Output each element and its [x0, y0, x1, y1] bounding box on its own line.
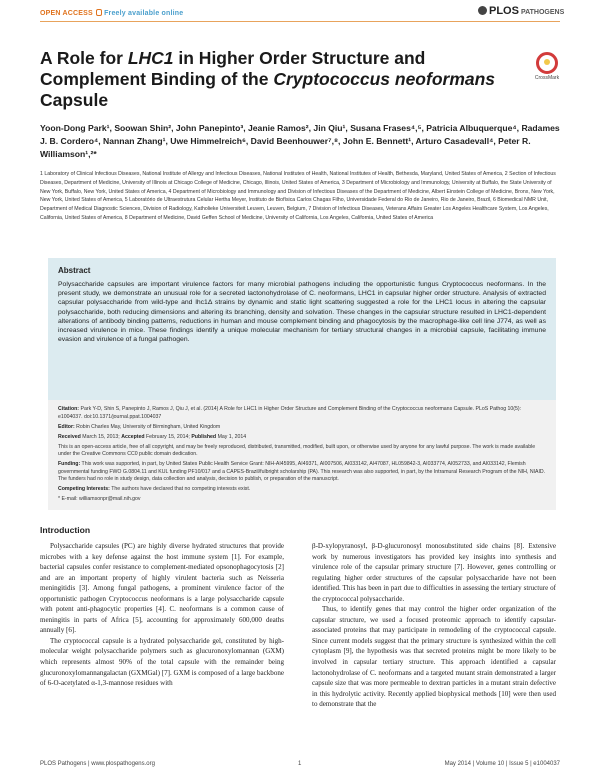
funding-text: This work was supported, in part, by United States Public Health Service Grant: NIH-AI45995, AI49371, AI007506, AI033142, AI47087, HL059842-3, AI033774, AI052733, and AI033142, Flemish governmental funding FWO G.0804.11 and KUL funding PF10/017 and a CAPES-Brazil/fulbright scholarship (PA). This research was also supported, in part, by the Intramural Research Program of the NIH, NIAID. The funders had no role in study design, data collection and analysis, decision to publish, or preparation of the manuscript.: [58, 461, 546, 483]
affiliations: 1 Laboratory of Clinical Infectious Diseases, National Institute of Allergy and Infectious Diseases, National Institutes of Health, National Institutes of Health, Bethesda, Maryland, United States of America, 2 Section of Infectious Diseases, Department of Medicine, University of Illinois at Chicago College of Medicine, Chicago, Illinois, United States of America, 3 Department of Microbiology and Immunology, University at Buffalo, the State University of New York, Buffalo, New York, United States of America, 4 Department of Microbiology and Immunology and Division of Infectious Diseases of the Department of Medicine, Albert Einstein College of Medicine, Bronx, New York, New York, United States of America, 5 Laboratório de Ultraestrutura Celular Hertha Meyer, Instituto de Biofísica Carlos Chagas Filho, Universidade Federal do Rio de Janeiro, Rio de Janeiro, Brazil, 6 Biomedical NMR Unit, Department of Medical Diagnostic Sciences, Division of Radiology, Katholieke Universiteit Leuven, Leuven, Belgium, 7 Division of Infectious Diseases, Veterans Affairs Greater Los Angeles Healthcare System, Los Angeles, California, United States of America, 8 Department of Medicine, David Geffen School of Medicine, University of California, Los Angeles, California, United States of America: [40, 171, 556, 221]
journal-logo: [478, 5, 564, 17]
competing-label: Competing Interests:: [58, 486, 110, 493]
intro-paragraph-1: Polysaccharide capsules (PC) are highly diverse hydrated structures that provide microbes with a key defense against the host immune system [1]. For example, bacterial capsules confer resistance to complement-mediated opsonophagocytosis [2] and are an important property of highly virulent bacteria such as Neisseria meningitidis [3]. Among fungal pathogens, a prominent virulence factor of the opportunistic pathogen Cryptococcus neoformans is a large polysaccharide capsule with potent anti-phagocytic properties [4]. C. neoformans is a common cause of meningitis in parts of Africa [5], accounting for approximately 600,000 deaths annually [6].: [40, 542, 284, 635]
title-part-2: in Higher Order Structure and Complement Binding of the: [40, 48, 426, 89]
abstract-box: [48, 258, 556, 400]
title-part-3: Capsule: [40, 90, 109, 110]
intro-paragraph-3: β-D-xylopyranosyl, β-D-glucuronosyl monosubstituted side chains [8]. Extensive work by numerous investigators has provided key insights into synthesis and virulence role of the capsular primary structure [7]. However, genes controlling or regulating higher order structures of the capsular polysaccharide have not been identified. This has been in part due to difficulties in assessing the tertiary structure of the cryptococcal polysaccharide.: [312, 542, 556, 603]
competing-interests: [58, 486, 546, 494]
contact-email[interactable]: * E-mail: williamsonpr@mail.nih.gov: [58, 496, 141, 503]
abstract-heading: Abstract: [58, 266, 91, 275]
open-access-label: OPEN ACCESS: [40, 10, 93, 17]
open-access-banner: [40, 9, 183, 17]
freely-available-label: Freely available online: [104, 10, 184, 17]
body-column-right: [312, 541, 556, 710]
body-column-left: [40, 541, 284, 689]
article-title: [40, 48, 520, 111]
introduction-heading: Introduction: [40, 525, 91, 535]
editor-label: Editor:: [58, 423, 75, 430]
funding: [58, 461, 546, 484]
published-label: Published: [191, 433, 217, 440]
competing-text: The authors have declared that no competing interests exist.: [111, 486, 251, 493]
intro-paragraph-2: The cryptococcal capsule is a hydrated polysaccharide gel, constituted by high-molecular weight polysaccharide polymers such as glucuronoxylomannan (GXM) which represents almost 90% of the total capsule with the remainder being glucuronoxylomannangalactan (GXMGal) [7]. GXM is composed of a large backbone of 6-O-acetylated α-1,3-mannose residues with: [40, 636, 284, 688]
footer-page-number: 1: [298, 761, 302, 767]
editor: [58, 424, 546, 432]
page-header: [0, 0, 600, 30]
intro-paragraph-4: Thus, to identify genes that may control the higher order organization of the capsular structure, we used a focused proteomic approach to identify capsular-associated proteins that may participate in remodeling of the cryptococcal capsule. Since current models suggest that the primary structure is synthesized within the cell cytoplasm [9], the hypothesis was that secreted proteins might be more likely to be involved in capsular tertiary structure. This approach identified a capsular lactonohydrolase of C. neoformans and a targeted mutant strain demonstrated a larger capsule size that was more permeable to dextran particles in a mutant strain defective in this hydrolytic activity. Recently applied biophysical methods [10] were then used to demonstrate that the: [312, 605, 556, 709]
dates: [58, 434, 546, 442]
article-metadata: [48, 400, 556, 510]
header-rule: [40, 21, 560, 22]
journal-section: PATHOGENS: [520, 9, 565, 16]
crossmark-badge[interactable]: [533, 52, 561, 81]
plos-logo-icon: [478, 6, 487, 15]
open-lock-icon: [96, 9, 102, 16]
accepted-date: February 15, 2014;: [146, 433, 190, 440]
license: This is an open-access article, free of all copyright, and may be freely reproduced, distributed, transmitted, modified, built upon, or otherwise used by anyone for any lawful purpose. The work is made available under the Creative Commons CC0 public domain dedication.: [58, 443, 536, 458]
funding-label: Funding:: [58, 461, 81, 468]
citation-text: Park Y-D, Shin S, Panepinto J, Ramos J, Qiu J, et al. (2014) A Role for LHC1 in Higher Order Structure and Complement Binding of the Cryptococcus neoformans Capsule. PLoS Pathog 10(5): e1004037. doi:10.1371/journal.ppat.1004037: [58, 406, 522, 420]
published-date: May 1, 2014: [217, 433, 247, 440]
received-label: Received: [58, 433, 81, 440]
title-organism: Cryptococcus neoformans: [273, 69, 496, 89]
footer-issue: May 2014 | Volume 10 | Issue 5 | e1004037: [444, 761, 560, 767]
crossmark-icon: [536, 52, 558, 74]
author-list: Yoon-Dong Park¹, Soowan Shin², John Panepinto³, Jeanie Ramos², Jin Qiu¹, Susana Frases⁴,⁵, Patricia Albuquerque⁴, Radames J. B. Cordero⁴, Nannan Zhang¹, Uwe Himmelreich⁶, David Beenhouwer⁷,⁸, John E. Bennett¹, Arturo Casadevall⁴, Peter R. Williamson¹,²*: [40, 123, 560, 159]
accepted-label: Accepted: [121, 433, 145, 440]
abstract-body: Polysaccharide capsules are important virulence factors for many microbial pathogens including the opportunistic fungus Cryptococcus neoformans. In the present study, we demonstrate an unusual role for a secreted lactonohydrolase of C. neoformans, LHC1 in capsular higher order structure. Analysis of extracted capsular polysaccharide from wild-type and lhc1Δ strains by dynamic and static light scattering suggested a role for the LHC1 locus in altering the capsular polysaccharide, both reducing dimensions and altering its branching, density and solvation. These changes in the capsular structure resulted in LHC1-dependent alterations of antibody binding patterns, reductions in human and mouse complement binding and phagocytosis by the macrophage-like cell line J774, as well as increased virulence in mice. These findings identify a unique molecular mechanism for tertiary structural changes in a microbial capsule, facilitating immune evasion and virulence of a fungal pathogen.: [58, 281, 546, 344]
title-gene: LHC1: [127, 48, 174, 68]
journal-logo-text: PLOS: [489, 5, 519, 17]
citation: [58, 406, 546, 421]
title-part-1: A Role for: [40, 48, 128, 68]
received-date: March 15, 2013;: [82, 433, 120, 440]
footer-journal-url[interactable]: PLOS Pathogens | www.plospathogens.org: [40, 761, 155, 767]
editor-text: Robin Charles May, University of Birmingham, United Kingdom: [76, 423, 221, 430]
citation-label: Citation:: [58, 406, 80, 412]
crossmark-label: CrossMark: [534, 75, 560, 81]
